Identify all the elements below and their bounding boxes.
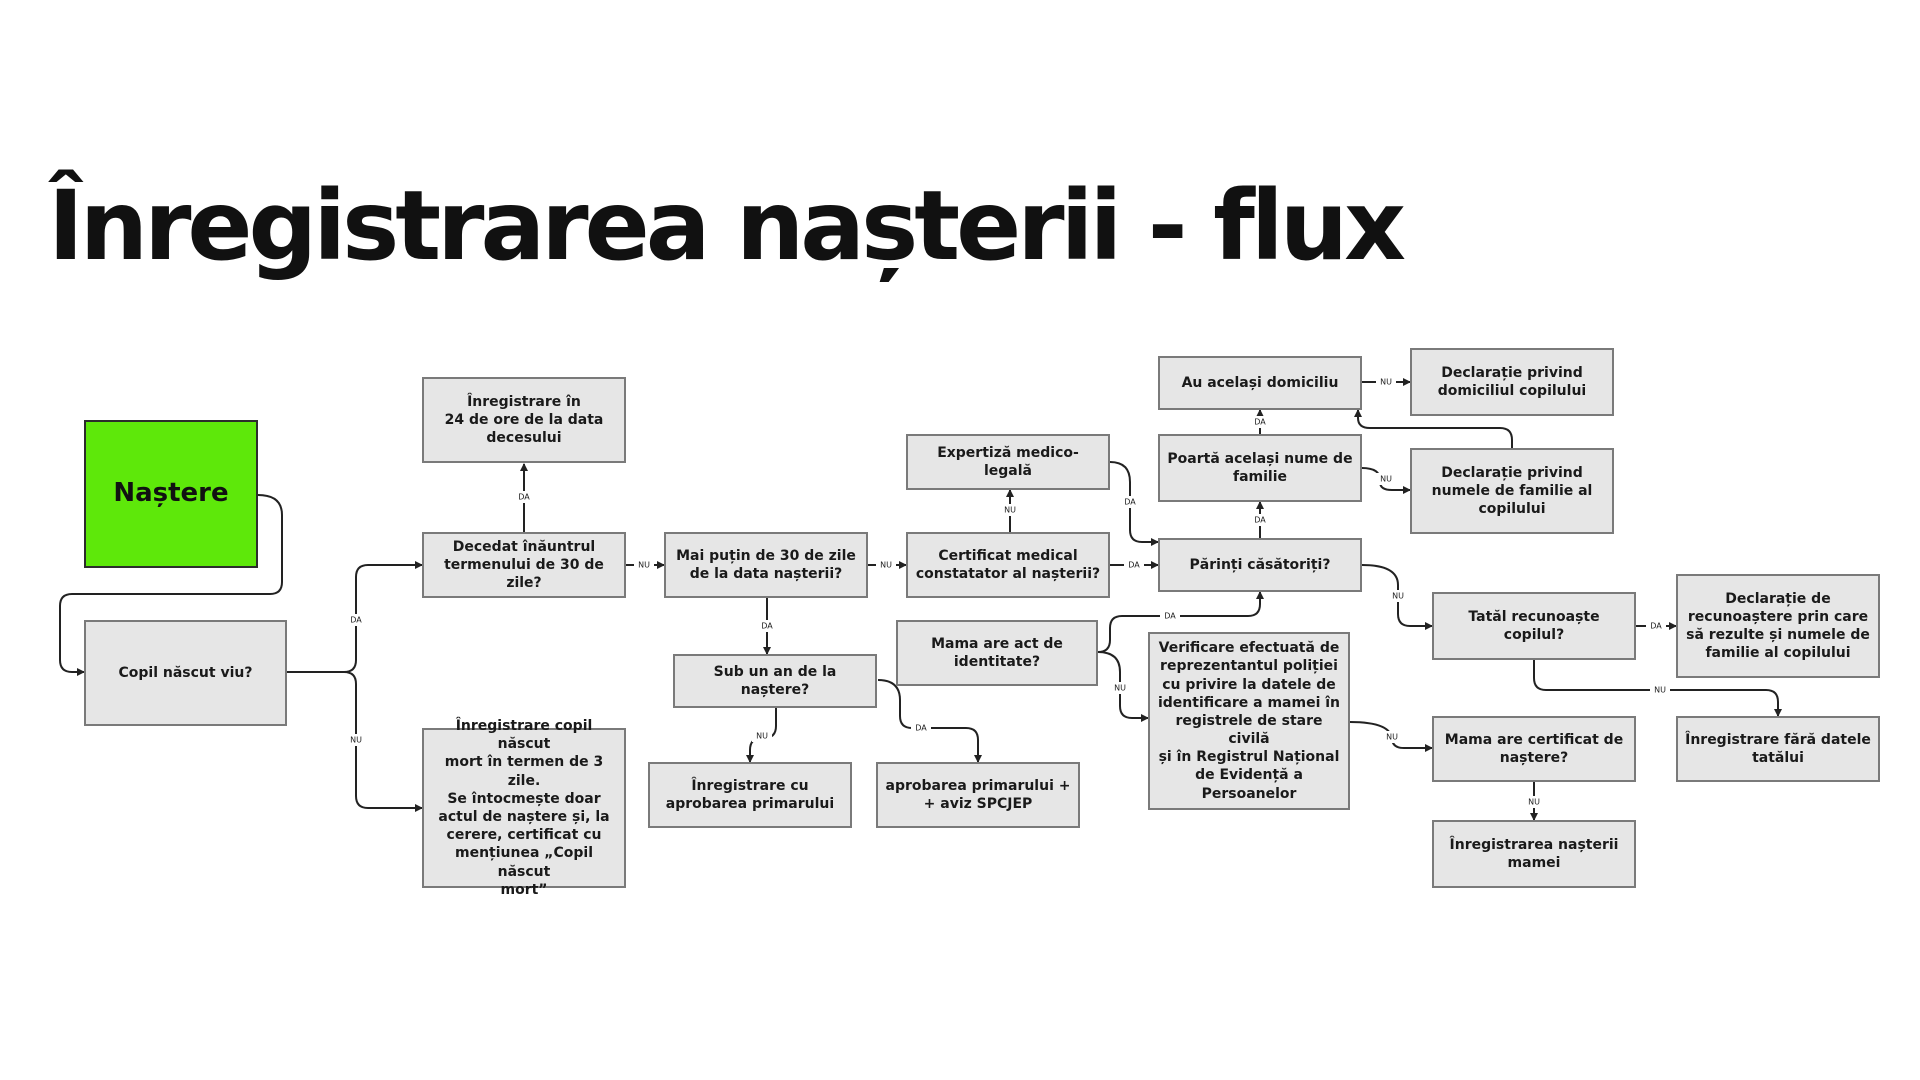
node-acelasi-nume: Poartă același nume de familie [1158,434,1362,502]
label-nu-mamaact-verificare [1110,682,1130,694]
node-inregistrare-24-ore: Înregistrare în 24 de ore de la data decesului [422,377,626,463]
label-da-copil-decedat [346,614,366,626]
label-nu-verificare-mamacert [1382,731,1402,743]
node-certificat-medical: Certificat medical constatator al nașterii? [906,532,1110,598]
label-nu-tatal-fara [1650,684,1670,696]
svg-text:NU: NU [1528,797,1540,807]
svg-text:DA: DA [1254,417,1266,427]
label-nu-subunan-primar [752,730,772,742]
svg-text:NU: NU [1380,377,1392,387]
label-nu-sub30-cert [876,559,896,571]
svg-text:NU: NU [350,735,362,745]
label-da-mamaact-parinti [1160,610,1180,622]
label-da-cert-parinti [1124,559,1144,571]
label-da-nume-domiciliu [1250,416,1270,428]
svg-text:DA: DA [1650,621,1662,631]
label-da-parinti-nume [1250,514,1270,526]
svg-text:NU: NU [1380,474,1392,484]
label-da-expertiza-parinti [1120,496,1140,508]
svg-text:DA: DA [1128,560,1140,570]
svg-text:NU: NU [880,560,892,570]
node-copil-nascut-viu: Copil născut viu? [84,620,287,726]
node-parinti-casatoriti: Părinți căsătoriți? [1158,538,1362,592]
node-nastere: Naștere [84,420,258,568]
node-verificare-politie: Verificare efectuată de reprezentantul poliției cu privire la datele de identificare a mamei în registrele de stare civilă și în Registrul Național de Evidență a Persoanelor [1148,632,1350,810]
node-tatal-recunoaste: Tatăl recunoaște copilul? [1432,592,1636,660]
node-inregistrare-nasterii-mamei: Înregistrarea nașterii mamei [1432,820,1636,888]
node-declaratie-recunoastere: Declarație de recunoaștere prin care să rezulte și numele de familie al copilului [1676,574,1880,678]
node-mama-act-identitate: Mama are act de identitate? [896,620,1098,686]
node-fara-datele-tatalui: Înregistrare fără datele tatălui [1676,716,1880,782]
svg-text:DA: DA [915,723,927,733]
node-sub-un-an: Sub un an de la naștere? [673,654,877,708]
svg-text:DA: DA [761,621,773,631]
node-aprobare-primar: Înregistrare cu aprobarea primarului [648,762,852,828]
node-expertiza-medico-legala: Expertiză medico-legală [906,434,1110,490]
label-nu-mamacert-inregmamei [1524,796,1544,808]
node-declaratie-domiciliu: Declarație privind domiciliul copilului [1410,348,1614,416]
node-decedat-30-zile: Decedat înăuntrul termenului de 30 de zile? [422,532,626,598]
svg-text:DA: DA [1124,497,1136,507]
svg-text:DA: DA [1254,515,1266,525]
label-nu-domiciliu-decl [1376,376,1396,388]
node-sub-30-zile: Mai puțin de 30 de zile de la data nașterii? [664,532,868,598]
svg-text:NU: NU [1114,683,1126,693]
node-mama-certificat-nastere: Mama are certificat de naștere? [1432,716,1636,782]
svg-text:NU: NU [756,731,768,741]
svg-text:NU: NU [1654,685,1666,695]
node-declaratie-nume: Declarație privind numele de familie al copilului [1410,448,1614,534]
svg-text:DA: DA [518,492,530,502]
node-aprobare-spcjep: aprobarea primarului + + aviz SPCJEP [876,762,1080,828]
svg-text:DA: DA [1164,611,1176,621]
svg-text:NU: NU [1004,505,1016,515]
node-nascut-mort: Înregistrare copil născut mort în termen de 3 zile. Se întocmește doar actul de naștere și, la cerere, certificat cu mențiunea „Copil născut mort” [422,728,626,888]
page-title: Înregistrarea nașterii - flux [48,170,1402,282]
label-nu-nume-declnume [1376,473,1396,485]
node-acelasi-domiciliu: Au același domiciliu [1158,356,1362,410]
svg-text:NU: NU [638,560,650,570]
label-da-subunan-spcjep [911,722,931,734]
svg-text:NU: NU [1386,732,1398,742]
label-nu-cert-expertiza [1000,504,1020,516]
label-da-sub30-subunan [757,620,777,632]
label-nu-decedat-sub30 [634,559,654,571]
label-nu-parinti-tatal [1388,590,1408,602]
label-nu-copil-mort [346,734,366,746]
svg-text:DA: DA [350,615,362,625]
svg-text:NU: NU [1392,591,1404,601]
label-da-decedat-24h [514,491,534,503]
edge-subunan-spcjep [878,680,978,762]
label-da-tatal-declrec [1646,620,1666,632]
